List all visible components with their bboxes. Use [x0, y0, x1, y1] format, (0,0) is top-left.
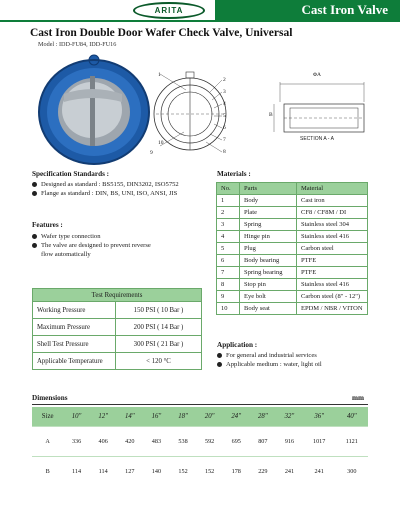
table-cell: 538 — [170, 427, 197, 457]
table-cell: Applicable Temperature — [33, 353, 116, 370]
table-cell: 916 — [276, 427, 303, 457]
table-row — [217, 279, 368, 291]
table-cell: Spring bearing — [240, 267, 297, 279]
table-cell: 8 — [217, 279, 240, 291]
valve-section-drawing — [268, 80, 378, 155]
table-cell: 16" — [143, 407, 170, 427]
table-row — [33, 336, 202, 353]
table-cell: Carbon steel — [297, 243, 368, 255]
table-cell: 336 — [63, 427, 90, 457]
category-banner — [215, 0, 400, 20]
table-cell: CF8 / CF8M / DI — [297, 207, 368, 219]
table-cell: 4 — [217, 231, 240, 243]
materials-table — [216, 182, 368, 315]
table-cell: 150 PSI ( 10 Bar ) — [116, 302, 202, 319]
table-cell: 1017 — [303, 427, 336, 457]
table-cell: 1121 — [336, 427, 368, 457]
dimensions-heading: Dimensions — [32, 394, 68, 402]
features-heading: Features : — [32, 221, 63, 229]
table-cell: 6 — [217, 255, 240, 267]
table-row — [217, 267, 368, 279]
table-cell: 127 — [117, 457, 144, 487]
table-cell: Body — [240, 195, 297, 207]
table-row — [33, 302, 202, 319]
spec-heading: Specification Standards : — [32, 170, 110, 178]
dim-b-label: B — [269, 112, 273, 118]
feature-item: Wafer type connection — [32, 232, 101, 241]
table-cell: 114 — [63, 457, 90, 487]
table-cell: Stop pin — [240, 279, 297, 291]
table-cell: Stainless steel 416 — [297, 231, 368, 243]
table-cell: 2 — [217, 207, 240, 219]
table-cell: 695 — [223, 427, 250, 457]
product-title: Cast Iron Double Door Wafer Check Valve, Universal — [30, 27, 293, 39]
table-header-row — [33, 289, 202, 302]
table-cell: 200 PSI ( 14 Bar ) — [116, 319, 202, 336]
table-cell: Eye bolt — [240, 291, 297, 303]
dimensions-table — [32, 407, 368, 486]
table-row — [217, 231, 368, 243]
bullet-icon — [32, 182, 37, 187]
table-cell: 300 — [336, 457, 368, 487]
table-cell: Plug — [240, 243, 297, 255]
table-cell: 229 — [250, 457, 277, 487]
table-cell: 152 — [170, 457, 197, 487]
callout-1: 1 — [158, 72, 161, 78]
table-cell: A — [32, 427, 63, 457]
dim-a-label: ΦA — [313, 72, 321, 78]
table-row — [217, 291, 368, 303]
dimensions-unit: mm — [352, 394, 364, 402]
callout-3: 3 — [223, 89, 226, 95]
application-item: Applicable medium : water, light oil — [217, 360, 322, 369]
bullet-icon — [217, 362, 222, 367]
table-cell: 10" — [63, 407, 90, 427]
materials-heading: Materials : — [217, 170, 251, 178]
table-cell: Body seat — [240, 303, 297, 315]
category-label: Cast Iron Valve — [301, 2, 388, 17]
table-cell: 406 — [90, 427, 117, 457]
table-row — [33, 319, 202, 336]
table-cell: 40" — [336, 407, 368, 427]
table-cell: 420 — [117, 427, 144, 457]
table-row — [217, 219, 368, 231]
table-cell: Test Requirements — [33, 289, 202, 302]
table-cell: Plate — [240, 207, 297, 219]
section-label: SECTION A - A — [300, 136, 334, 142]
table-cell: 5 — [217, 243, 240, 255]
table-row — [33, 353, 202, 370]
table-cell: 10 — [217, 303, 240, 315]
table-cell: Parts — [240, 183, 297, 195]
table-cell: 18" — [170, 407, 197, 427]
bullet-icon — [32, 243, 37, 248]
table-row — [32, 457, 368, 487]
bullet-icon — [217, 353, 222, 358]
callout-2: 2 — [223, 77, 226, 83]
table-cell: PTFE — [297, 267, 368, 279]
table-cell: Size — [32, 407, 63, 427]
callout-9: 9 — [150, 150, 153, 156]
table-cell: 28" — [250, 407, 277, 427]
table-cell: Carbon steel (8" - 12") — [297, 291, 368, 303]
valve-photo — [34, 54, 154, 166]
table-cell: Cast iron — [297, 195, 368, 207]
bullet-icon — [32, 191, 37, 196]
valve-front-drawing — [150, 66, 248, 161]
table-cell: 1 — [217, 195, 240, 207]
callout-4: 4 — [223, 101, 226, 107]
table-cell: 241 — [303, 457, 336, 487]
table-cell: Material — [297, 183, 368, 195]
table-cell: Hinge pin — [240, 231, 297, 243]
dimensions-rule — [32, 404, 368, 405]
table-row — [217, 195, 368, 207]
table-cell: 20" — [196, 407, 223, 427]
table-cell: < 120 °C — [116, 353, 202, 370]
table-row — [32, 427, 368, 457]
callout-7: 7 — [223, 137, 226, 143]
table-cell: Working Pressure — [33, 302, 116, 319]
table-cell: 3 — [217, 219, 240, 231]
bullet-icon — [32, 234, 37, 239]
feature-item-cont: flow automatically — [41, 251, 91, 258]
table-cell: 7 — [217, 267, 240, 279]
spec-item: Flange as standard : DIN, BS, UNI, ISO, ANSI, JIS — [32, 189, 177, 198]
table-cell: 14" — [117, 407, 144, 427]
table-cell: 114 — [90, 457, 117, 487]
table-header-row — [217, 183, 368, 195]
table-cell: 178 — [223, 457, 250, 487]
table-cell: Stainless steel 304 — [297, 219, 368, 231]
product-model: Model : IDD-FU84, IDD-FU16 — [38, 41, 117, 48]
spec-item: Designed as standard : BS5155, DIN3202, ISO5752 — [32, 180, 179, 189]
table-cell: Body bearing — [240, 255, 297, 267]
header-rule — [0, 20, 400, 22]
table-cell: EPDM / NBR / VITON — [297, 303, 368, 315]
table-cell: Maximum Pressure — [33, 319, 116, 336]
table-cell: No. — [217, 183, 240, 195]
table-cell: B — [32, 457, 63, 487]
table-cell: 592 — [196, 427, 223, 457]
application-item: For general and industrial services — [217, 351, 317, 360]
table-row — [217, 243, 368, 255]
table-cell: 483 — [143, 427, 170, 457]
table-cell: 36" — [303, 407, 336, 427]
table-cell: 24" — [223, 407, 250, 427]
callout-5: 5 — [223, 113, 226, 119]
test-requirements-table — [32, 288, 202, 370]
brand-logo: ARITA — [133, 2, 205, 19]
table-cell: 12" — [90, 407, 117, 427]
callout-6: 6 — [223, 125, 226, 131]
table-cell: 140 — [143, 457, 170, 487]
table-cell: 300 PSI ( 21 Bar ) — [116, 336, 202, 353]
table-row — [217, 207, 368, 219]
table-cell: 241 — [276, 457, 303, 487]
table-row — [217, 303, 368, 315]
table-cell: Stainless steel 416 — [297, 279, 368, 291]
table-cell: Shell Test Pressure — [33, 336, 116, 353]
table-cell: 152 — [196, 457, 223, 487]
table-cell: 9 — [217, 291, 240, 303]
callout-10: 10 — [158, 140, 164, 146]
table-cell: 32" — [276, 407, 303, 427]
application-heading: Application : — [217, 341, 258, 349]
table-cell: PTFE — [297, 255, 368, 267]
table-header-row — [32, 407, 368, 427]
table-row — [217, 255, 368, 267]
table-cell: 807 — [250, 427, 277, 457]
feature-item: The valve are designed to prevent reverse — [32, 241, 151, 250]
table-cell: Spring — [240, 219, 297, 231]
callout-8: 8 — [223, 149, 226, 155]
